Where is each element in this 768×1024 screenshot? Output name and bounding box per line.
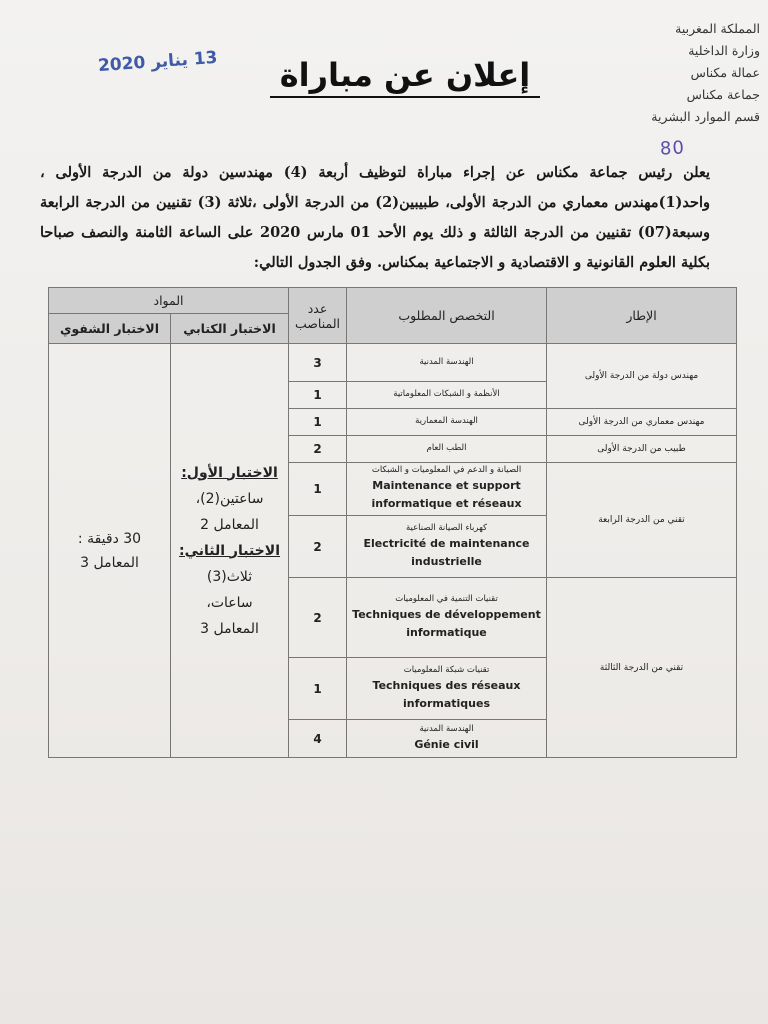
specialty-ar: الطب العام: [426, 443, 467, 453]
specialty-ar: الهندسة المدنية: [419, 356, 474, 367]
frame-cell: مهندس معماري من الدرجة الأولى: [547, 409, 737, 436]
count-cell: 2: [289, 578, 347, 658]
specialty-fr: Génie civil: [414, 737, 479, 751]
specialty-cell: [347, 516, 547, 578]
count-cell: 2: [289, 516, 347, 578]
specialty-cell: [347, 344, 547, 382]
frame-cell: مهندس دولة من الدرجة الأولى: [547, 344, 737, 409]
header-frame: الإطار: [547, 288, 737, 344]
specialty-ar: الهندسة المدنية: [419, 723, 474, 734]
header-line: المملكة المغربية: [675, 21, 760, 36]
announcement-text: [40, 158, 740, 278]
count-cell: 3: [289, 344, 347, 382]
specialty-cell: [347, 720, 547, 758]
specialty-cell: [347, 463, 547, 516]
specialty-cell: [347, 658, 547, 720]
header-subjects: المواد: [49, 288, 289, 314]
oral-duration: 30 دقيقة :: [77, 530, 142, 547]
written-second-duration: ثلاث(3): [206, 568, 253, 585]
specialty-ar: الصيانة و الدعم في المعلوميات و الشبكات: [371, 465, 522, 475]
specialty-fr: Electricité de maintenance industrielle: [363, 536, 530, 568]
date-stamp: 13 يناير 2020: [97, 47, 219, 77]
specialty-cell: [347, 382, 547, 409]
specialty-ar: كهرباء الصيانة الصناعية: [405, 522, 488, 533]
specialty-cell: [347, 578, 547, 658]
header-line: وزارة الداخلية: [688, 43, 760, 58]
count-cell: 1: [289, 409, 347, 436]
header-specialty: التخصص المطلوب: [347, 288, 547, 344]
written-first-coef: المعامل 2: [200, 516, 259, 533]
specialty-fr: Maintenance et support informatique et réseaux: [371, 479, 522, 510]
header-written: الاختبار الكتابي: [171, 314, 289, 344]
count-cell: 1: [289, 658, 347, 720]
header-line: عمالة مكناس: [690, 65, 760, 80]
specialty-cell: [347, 436, 547, 463]
count-cell: 2: [289, 436, 347, 463]
frame-cell: تقني من الدرجة الثالثة: [547, 578, 737, 758]
frame-cell: طبيب من الدرجة الأولى: [547, 436, 737, 463]
written-first-label: الاختبار الأول:: [181, 464, 278, 481]
specialty-ar: تقنيات شبكة المعلوميات: [403, 664, 490, 675]
handwritten-reference-number: 80: [659, 137, 686, 160]
specialty-ar: تقنيات التنمية في المعلوميات: [395, 593, 498, 604]
specialty-ar: الأنظمة و الشبكات المعلوماتية: [393, 389, 500, 399]
announcement-paragraph: يعلن رئيس جماعة مكناس عن إجراء مباراة لتوظيف أربعة (4) مهندسين دولة من الدرجة الأولى ، واحد(1)مهندس معماري من الدرجة الأولى، طبيبين(2) من الدرجة الأولى ،ثلاثة (3) تقنيين من الدرجة الرابعة وسبعة(07) تقنيين من الدرجة الثالثة و ذلك يوم الأحد 01 مارس 2020 على الساعة الثامنة والنصف صباحا بكلية العلوم القانونية و الاقتصادية و الاجتماعية بمكناس. وفق الجدول التالي:: [40, 164, 711, 271]
written-second-hours: ساعات،: [206, 594, 253, 611]
header-positions-line2: المناصب: [295, 315, 340, 331]
frame-cell: تقني من الدرجة الرابعة: [547, 463, 737, 578]
written-exam-cell: [171, 344, 289, 758]
page-title: إعلان عن مباراة: [270, 56, 540, 98]
specialty-ar: الهندسة المعمارية: [415, 416, 478, 426]
specialty-fr: Techniques de développement informatique: [352, 607, 541, 639]
written-first-duration: ساعتين(2)،: [195, 490, 264, 507]
written-second-coef: المعامل 3: [200, 620, 259, 637]
header-positions: [289, 288, 347, 344]
specialty-cell: [347, 409, 547, 436]
issuer-header: [580, 18, 760, 128]
written-second-label: الاختبار الثاني:: [179, 542, 280, 559]
count-cell: 4: [289, 720, 347, 758]
header-positions-line1: عدد: [307, 300, 328, 316]
count-cell: 1: [289, 382, 347, 409]
positions-table: [48, 287, 737, 758]
header-oral: الاختبار الشفوي: [49, 314, 171, 344]
header-line: قسم الموارد البشرية: [651, 109, 760, 124]
oral-coef: المعامل 3: [80, 554, 139, 571]
header-line: جماعة مكناس: [686, 87, 760, 102]
specialty-fr: Techniques des réseaux informatiques: [372, 678, 521, 710]
oral-exam-cell: [49, 344, 171, 758]
count-cell: 1: [289, 463, 347, 516]
